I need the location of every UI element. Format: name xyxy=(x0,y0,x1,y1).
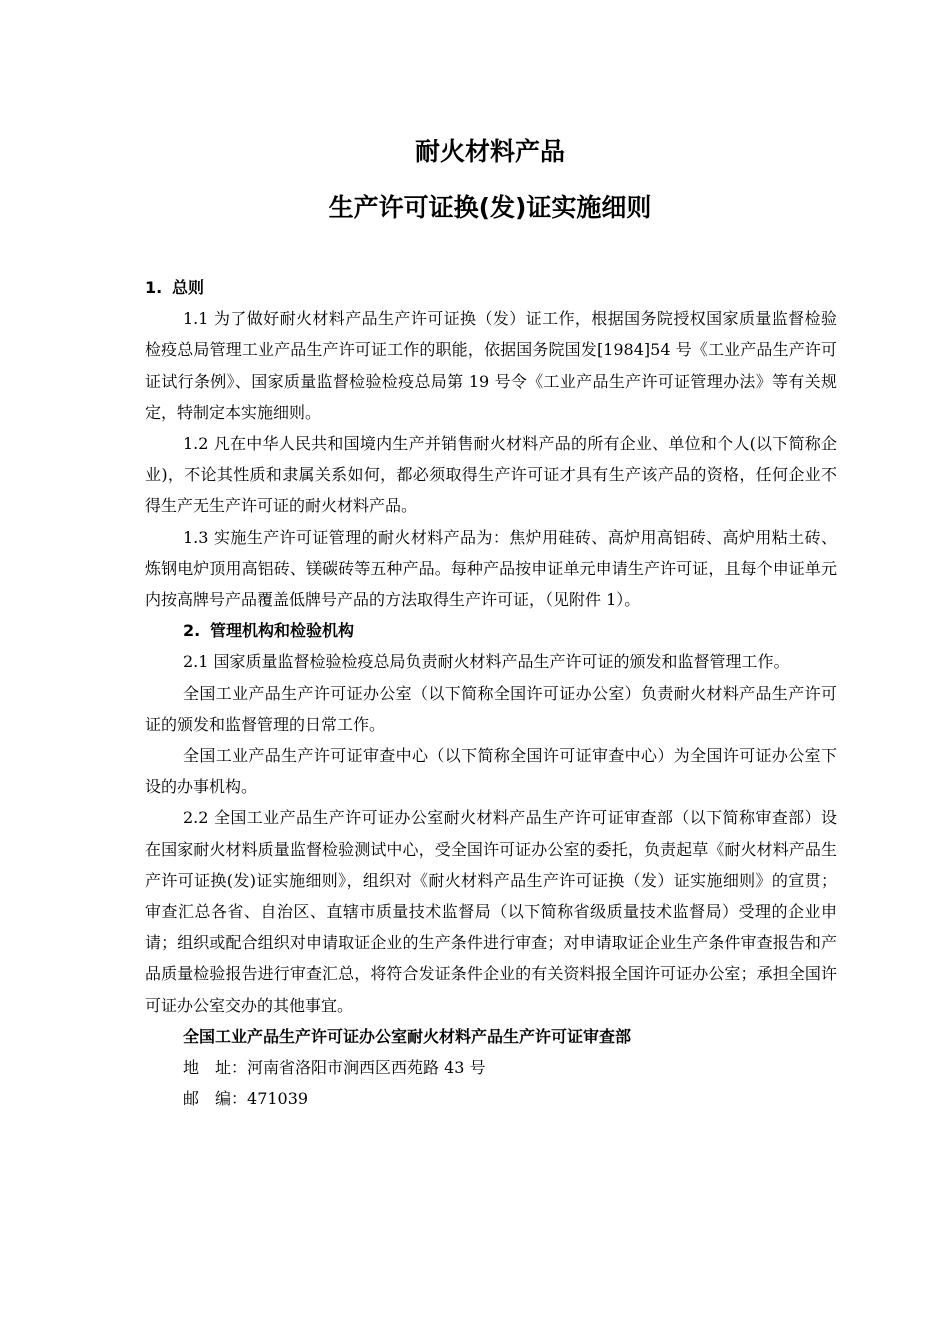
paragraph-2-1b: 全国工业产品生产许可证办公室（以下简称全国许可证办公室）负责耐火材料产品生产许可证的颁发和监督管理的日常工作。 xyxy=(145,683,837,734)
paragraph-2-2: 2.2 全国工业产品生产许可证办公室耐火材料产品生产许可证审查部（以下简称审查部）设在国家耐火材料质量监督检验测试中心，受全国许可证办公室的委托，负责起草《耐火材料产品生产许可证换(发)证实施细则》，组织对《耐火材料产品生产许可证换（发）证实施细则》的宣贯；审查汇总各省、自治区、直辖市质量技术监督局（以下简称省级质量技术监督局）受理的企业申请；组织或配合组织对申请取证企业的生产条件进行审查；对申请取证企业生产条件审查报告和产品质量检验报告进行审查汇总，将符合发证条件企业的有关资料报全国许可证办公室；承担全国许可证办公室交办的其他事宜。 xyxy=(145,808,837,1015)
postcode-value: 471039 xyxy=(247,1089,309,1109)
document-title-line1: 耐火材料产品 xyxy=(414,137,565,166)
paragraph-1-2: 1.2 凡在中华人民共和国境内生产并销售耐火材料产品的所有企业、单位和个人(以下简称企业)，不论其性质和隶属关系如何，都必须取得生产许可证才具有生产该产品的资格，任何企业不得生产无生产许可证的耐火材料产品。 xyxy=(145,434,837,516)
section-2-heading xyxy=(145,615,837,646)
section-2-title: 管理机构和检验机构 xyxy=(210,621,355,641)
postcode-label: 邮 编： xyxy=(183,1089,248,1109)
section-1-title: 总则 xyxy=(172,278,205,297)
address-line xyxy=(145,1052,837,1083)
address-value: 河南省洛阳市涧西区西苑路 43 号 xyxy=(247,1058,486,1078)
org-name: 全国工业产品生产许可证办公室耐火材料产品生产许可证审查部 xyxy=(183,1026,632,1046)
paragraph-2-1c: 全国工业产品生产许可证审查中心（以下简称全国许可证审查中心）为全国许可证办公室下设的办事机构。 xyxy=(145,746,837,797)
postcode-line xyxy=(145,1083,837,1114)
section-1-heading xyxy=(145,272,837,303)
document-body xyxy=(145,272,837,1114)
document-title-line2: 生产许可证换(发)证实施细则 xyxy=(328,193,652,222)
paragraph-1-1: 1.1 为了做好耐火材料产品生产许可证换（发）证工作，根据国务院授权国家质量监督检验检疫总局管理工业产品生产许可证工作的职能，依据国务院国发[1984]54 号《工业产品生产许可证试行条例》、国家质量监督检验检疫总局第 19 号令《工业产品生产许可证管理办法》等有关规定，特制定本实施细则。 xyxy=(145,309,837,422)
address-label: 地 址： xyxy=(183,1058,248,1078)
section-2-number: 2. xyxy=(183,621,201,641)
section-1-number: 1. xyxy=(145,278,163,297)
paragraph-2-1: 2.1 国家质量监督检验检疫总局负责耐火材料产品生产许可证的颁发和监督管理工作。 xyxy=(183,652,790,672)
paragraph-1-3: 1.3 实施生产许可证管理的耐火材料产品为：焦炉用硅砖、高炉用高铝砖、高炉用粘土砖、炼钢电炉顶用高铝砖、镁碳砖等五种产品。每种产品按申证单元申请生产许可证，且每个申证单元内按高牌号产品覆盖低牌号产品的方法取得生产许可证，（见附件 1）。 xyxy=(145,527,837,610)
